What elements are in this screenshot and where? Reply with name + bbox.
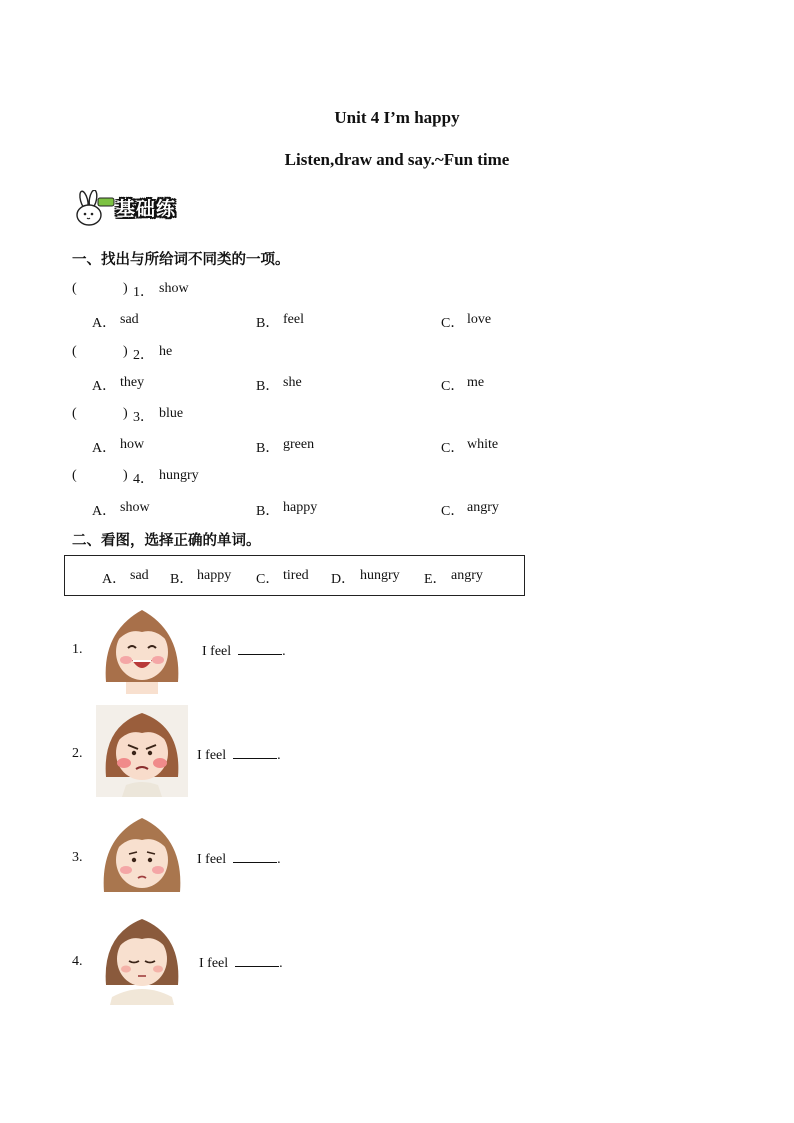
answer-bracket-open[interactable]: ( — [72, 406, 77, 421]
answer-bracket-close: ) — [123, 468, 128, 483]
word-bank-b-letter: B． — [170, 572, 194, 587]
item-number: 1. — [72, 642, 83, 657]
question-word: hungry — [159, 468, 199, 483]
option-c-letter: C． — [441, 441, 465, 456]
answer-blank[interactable] — [233, 746, 277, 759]
sentence-end: . — [279, 956, 283, 971]
option-c-text: white — [467, 437, 499, 452]
sentence-end: . — [277, 852, 281, 867]
option-a-letter: A． — [92, 441, 117, 456]
answer-bracket-open[interactable]: ( — [72, 468, 77, 483]
answer-bracket-open[interactable]: ( — [72, 344, 77, 359]
option-b-letter: B． — [256, 441, 280, 456]
sad-girl-illustration — [96, 810, 188, 902]
bunny-icon — [72, 190, 120, 228]
happy-girl-illustration — [96, 602, 188, 694]
word-bank-c-letter: C． — [256, 572, 280, 587]
basic-practice-badge — [72, 190, 192, 226]
answer-bracket-close: ) — [123, 406, 128, 421]
question-number: 3． — [133, 410, 154, 425]
option-a-letter: A． — [92, 316, 117, 331]
item-number: 4. — [72, 954, 83, 969]
question-number: 2． — [133, 348, 154, 363]
option-a-text: show — [120, 500, 150, 515]
section2-heading: 二、看图，选择正确的单词。 — [72, 533, 261, 549]
section1-heading: 一、找出与所给词不同类的一项。 — [72, 252, 290, 268]
sentence-end: . — [282, 644, 286, 659]
answer-bracket-open[interactable]: ( — [72, 281, 77, 296]
word-bank-b-text: happy — [197, 568, 232, 583]
word-bank-a-text: sad — [130, 568, 149, 583]
item-number: 3. — [72, 850, 83, 865]
option-c-text: angry — [467, 500, 499, 515]
tired-girl-illustration — [96, 913, 188, 1005]
option-c-letter: C． — [441, 379, 465, 394]
answer-blank[interactable] — [235, 954, 279, 967]
word-bank-e-text: angry — [451, 568, 483, 583]
sentence-line — [202, 642, 286, 660]
option-a-letter: A． — [92, 504, 117, 519]
word-bank-d-text: hungry — [360, 568, 400, 583]
sentence-end: . — [277, 748, 281, 763]
question-number: 1． — [133, 285, 154, 300]
question-number: 4． — [133, 472, 154, 487]
option-b-text: green — [283, 437, 315, 452]
word-bank-d-letter: D． — [331, 572, 356, 587]
option-a-letter: A． — [92, 379, 117, 394]
question-word: show — [159, 281, 189, 296]
sentence-text: I feel — [197, 748, 227, 763]
sentence-line — [199, 954, 283, 972]
option-b-letter: B． — [256, 316, 280, 331]
item-number: 2. — [72, 746, 83, 761]
option-b-letter: B． — [256, 504, 280, 519]
answer-bracket-close: ) — [123, 281, 128, 296]
word-bank-e-letter: E． — [424, 572, 447, 587]
worksheet-title: Unit 4 I’m happy — [334, 108, 460, 127]
option-a-text: sad — [120, 312, 139, 327]
answer-blank[interactable] — [233, 850, 277, 863]
option-c-letter: C． — [441, 504, 465, 519]
angry-girl-illustration — [96, 705, 188, 797]
option-a-text: how — [120, 437, 145, 452]
sentence-text: I feel — [202, 644, 232, 659]
sentence-line — [197, 850, 281, 868]
option-b-text: feel — [283, 312, 304, 327]
worksheet-subtitle: Listen,draw and say.~Fun time — [284, 150, 510, 169]
question-word: he — [159, 344, 173, 359]
option-a-text: they — [120, 375, 145, 390]
word-bank-box — [64, 555, 525, 596]
option-b-text: she — [283, 375, 302, 390]
word-bank-a-letter: A． — [102, 572, 127, 587]
answer-bracket-close: ) — [123, 344, 128, 359]
sentence-line — [197, 746, 281, 764]
sentence-text: I feel — [199, 956, 229, 971]
question-word: blue — [159, 406, 184, 421]
badge-label: 基础练 — [116, 198, 177, 220]
option-c-letter: C． — [441, 316, 465, 331]
word-bank-c-text: tired — [283, 568, 309, 583]
option-b-letter: B． — [256, 379, 280, 394]
answer-blank[interactable] — [238, 642, 282, 655]
sentence-text: I feel — [197, 852, 227, 867]
option-c-text: love — [467, 312, 492, 327]
option-c-text: me — [467, 375, 485, 390]
option-b-text: happy — [283, 500, 318, 515]
